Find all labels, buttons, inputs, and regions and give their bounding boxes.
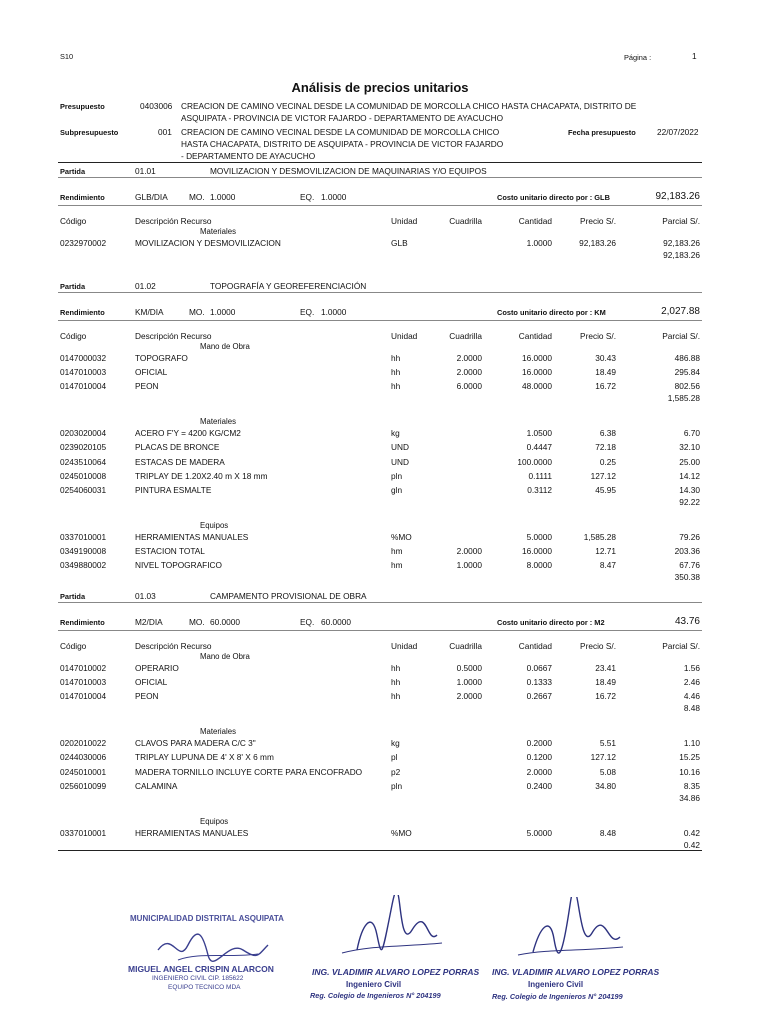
row-parcial: 92,183.26 <box>663 238 700 248</box>
col-codigo: Código <box>60 216 87 226</box>
col-descripcion: Descripción Recurso <box>135 331 212 341</box>
signature-1-line1: MUNICIPALIDAD DISTRITAL ASQUIPATA <box>130 914 284 923</box>
row-cantidad: 0.0667 <box>526 663 552 673</box>
row-unit: hh <box>391 677 401 688</box>
report-code: S10 <box>60 52 74 61</box>
mo-value: 1.0000 <box>210 192 236 202</box>
col-parcial: Parcial S/. <box>662 216 700 226</box>
row-parcial: 79.26 <box>679 531 700 542</box>
row-unit: gln <box>391 484 403 495</box>
page-title: Análisis de precios unitarios <box>291 80 469 95</box>
row-code: 0147010004 <box>60 691 107 702</box>
row-code: 0147000032 <box>60 353 107 363</box>
row-precio: 18.49 <box>595 677 616 688</box>
row-description: MOVILIZACION Y DESMOVILIZACION <box>135 238 281 248</box>
signature-block-2 <box>302 895 480 1005</box>
presupuesto-desc-2: ASQUIPATA - PROVINCIA DE VICTOR FAJARDO - DEPARTAMENTO DE AYACUCHO <box>181 113 504 123</box>
group-heading: Materiales <box>200 727 236 737</box>
mo-label: MO. <box>189 617 205 627</box>
col-codigo: Código <box>60 641 87 651</box>
partida-name: MOVILIZACION Y DESMOVILIZACION DE MAQUINARIAS Y/O EQUIPOS <box>210 166 487 176</box>
row-unit: %MO <box>391 531 412 542</box>
row-description: HERRAMIENTAS MANUALES <box>135 531 249 542</box>
row-unit: hh <box>391 381 401 392</box>
row-description: PLACAS DE BRONCE <box>135 442 220 453</box>
header-divider <box>58 162 702 163</box>
row-code: 0243510064 <box>60 456 107 467</box>
row-description: PEON <box>135 381 159 392</box>
rendimiento-label: Rendimiento <box>60 193 105 202</box>
row-code: 0232970002 <box>60 238 107 248</box>
group-heading: Mano de Obra <box>200 652 250 661</box>
costo-value: 2,027.88 <box>661 306 700 317</box>
row-cantidad: 0.2400 <box>526 780 552 791</box>
partida-name: TOPOGRAFÍA Y GEOREFERENCIACIÓN <box>210 281 367 291</box>
presupuesto-label: Presupuesto <box>60 102 105 111</box>
partida-divider <box>58 177 702 178</box>
partida-code: 01.03 <box>135 591 156 601</box>
row-parcial: 8.35 <box>683 780 700 791</box>
row-precio: 8.47 <box>599 560 616 570</box>
costo-label: Costo unitario directo por : KM <box>497 308 606 317</box>
row-cuadrilla: 1.0000 <box>456 560 482 570</box>
subpresupuesto-code: 001 <box>158 127 172 137</box>
mo-value: 60.0000 <box>210 617 240 627</box>
row-code: 0349190008 <box>60 545 107 556</box>
partida-name: CAMPAMENTO PROVISIONAL DE OBRA <box>210 591 367 601</box>
row-precio: 5.08 <box>599 766 616 777</box>
row-cantidad: 5.0000 <box>526 827 552 838</box>
signature-2-line3: Reg. Colegio de Ingenieros N° 204199 <box>310 991 441 1000</box>
row-code: 0239020105 <box>60 442 107 453</box>
row-code: 0203020004 <box>60 428 107 439</box>
row-cantidad: 0.4447 <box>526 442 552 453</box>
row-cantidad: 0.1200 <box>526 752 552 763</box>
row-precio: 12.71 <box>595 545 616 556</box>
row-parcial: 25.00 <box>679 456 700 467</box>
row-cuadrilla: 2.0000 <box>456 367 482 378</box>
row-code: 0147010003 <box>60 677 107 688</box>
row-parcial: 1.10 <box>683 738 700 749</box>
row-parcial: 802.56 <box>674 381 700 392</box>
signature-1-line3: INGENIERO CIVIL CIP. 185622 <box>152 975 244 982</box>
row-description: TRIPLAY DE 1.20X2.40 m X 18 mm <box>135 470 268 481</box>
group-heading: Equipos <box>200 816 229 826</box>
row-parcial: 4.46 <box>683 691 700 702</box>
eq-label: EQ. <box>300 192 315 202</box>
subpresupuesto-desc-2: HASTA CHACAPATA, DISTRITO DE ASQUIPATA - PROVINCIA DE VICTOR FAJARDO <box>181 139 504 149</box>
row-precio: 30.43 <box>595 353 616 363</box>
col-parcial: Parcial S/. <box>662 641 700 651</box>
row-unit: hh <box>391 691 401 702</box>
page-number: 1 <box>692 51 697 61</box>
partida-label: Partida <box>60 167 86 176</box>
rendimiento-divider <box>58 320 702 321</box>
row-unit: hh <box>391 353 401 363</box>
group-subtotal: 8.48 <box>683 703 700 714</box>
signature-2-icon <box>302 895 472 965</box>
col-cuadrilla: Cuadrilla <box>449 641 482 651</box>
partida-label: Partida <box>60 592 86 601</box>
row-code: 0147010004 <box>60 381 107 392</box>
row-parcial: 6.70 <box>683 428 700 439</box>
row-description: PINTURA ESMALTE <box>135 484 212 495</box>
row-cantidad: 16.0000 <box>522 367 552 378</box>
row-cuadrilla: 6.0000 <box>456 381 482 392</box>
row-code: 0147010002 <box>60 663 107 673</box>
row-cuadrilla: 1.0000 <box>456 677 482 688</box>
row-precio: 0.25 <box>599 456 616 467</box>
row-code: 0337010001 <box>60 827 107 838</box>
eq-value: 1.0000 <box>321 307 347 317</box>
signature-3-line3: Reg. Colegio de Ingenieros N° 204199 <box>492 992 623 1001</box>
col-unidad: Unidad <box>391 331 418 341</box>
row-unit: GLB <box>391 238 408 248</box>
mo-value: 1.0000 <box>210 307 236 317</box>
row-code: 0337010001 <box>60 531 107 542</box>
signature-2-line2: Ingeniero Civil <box>346 980 402 989</box>
rendimiento-divider <box>58 205 702 206</box>
partida-divider <box>58 602 702 603</box>
row-unit: UND <box>391 456 409 467</box>
row-code: 0244030006 <box>60 752 107 763</box>
row-description: MADERA TORNILLO INCLUYE CORTE PARA ENCOFRADO <box>135 766 363 777</box>
row-cuadrilla: 2.0000 <box>456 545 482 556</box>
row-precio: 1,585.28 <box>583 531 616 542</box>
row-parcial: 67.76 <box>679 560 700 570</box>
signature-block-3 <box>488 897 658 1007</box>
row-parcial: 295.84 <box>674 367 700 378</box>
col-unidad: Unidad <box>391 641 418 651</box>
presupuesto-code: 0403006 <box>140 101 173 111</box>
signature-3-icon <box>488 897 658 967</box>
rendimiento-label: Rendimiento <box>60 308 105 317</box>
signature-1-line4: EQUIPO TECNICO MDA <box>168 984 241 991</box>
signature-2-line1: ING. VLADIMIR ALVARO LOPEZ PORRAS <box>312 967 480 977</box>
row-cantidad: 2.0000 <box>526 766 552 777</box>
partida-divider <box>58 292 702 293</box>
row-code: 0349880002 <box>60 560 107 570</box>
subpresupuesto-label: Subpresupuesto <box>60 128 119 137</box>
row-parcial: 14.12 <box>679 470 700 481</box>
row-cantidad: 0.1333 <box>526 677 552 688</box>
subpresupuesto-desc-3: - DEPARTAMENTO DE AYACUCHO <box>181 151 316 161</box>
col-parcial: Parcial S/. <box>662 331 700 341</box>
rendimiento-label: Rendimiento <box>60 618 105 627</box>
page-bottom-divider <box>58 850 702 851</box>
row-cantidad: 5.0000 <box>526 531 552 542</box>
row-parcial: 32.10 <box>679 442 700 453</box>
group-subtotal: 34.86 <box>679 792 700 803</box>
subpresupuesto-desc-1: CREACION DE CAMINO VECINAL DESDE LA COMUNIDAD DE MORCOLLA CHICO <box>181 127 500 137</box>
group-heading: Materiales <box>200 417 236 427</box>
costo-label: Costo unitario directo por : M2 <box>497 618 605 627</box>
row-precio: 45.95 <box>595 484 616 495</box>
group-heading: Materiales <box>200 227 236 236</box>
row-cantidad: 1.0500 <box>526 428 552 439</box>
row-unit: pln <box>391 470 403 481</box>
mo-label: MO. <box>189 307 205 317</box>
row-cantidad: 16.0000 <box>522 545 552 556</box>
row-cantidad: 100.0000 <box>517 456 552 467</box>
row-precio: 34.80 <box>595 780 616 791</box>
row-cantidad: 16.0000 <box>522 353 552 363</box>
row-cantidad: 0.2000 <box>526 738 552 749</box>
row-precio: 92,183.26 <box>579 238 616 248</box>
row-precio: 127.12 <box>590 470 616 481</box>
col-cantidad: Cantidad <box>518 641 552 651</box>
row-parcial: 203.36 <box>674 545 700 556</box>
row-unit: hm <box>391 545 403 556</box>
row-description: OFICIAL <box>135 367 168 378</box>
row-parcial: 2.46 <box>683 677 700 688</box>
row-cuadrilla: 0.5000 <box>456 663 482 673</box>
row-cantidad: 0.2667 <box>526 691 552 702</box>
row-description: NIVEL TOPOGRAFICO <box>135 560 222 570</box>
row-code: 0147010003 <box>60 367 107 378</box>
col-precio: Precio S/. <box>580 331 616 341</box>
col-descripcion: Descripción Recurso <box>135 216 212 226</box>
rendimiento-unit: KM/DIA <box>135 307 164 317</box>
row-cantidad: 1.0000 <box>526 238 552 248</box>
signature-block-1 <box>118 910 298 1000</box>
costo-value: 43.76 <box>674 616 700 627</box>
row-description: CLAVOS PARA MADERA C/C 3" <box>135 738 256 749</box>
row-code: 0245010008 <box>60 470 107 481</box>
group-heading: Equipos <box>200 520 229 530</box>
row-unit: pl <box>391 752 398 763</box>
costo-label: Costo unitario directo por : GLB <box>497 193 610 202</box>
row-unit: %MO <box>391 827 412 838</box>
mo-label: MO. <box>189 192 205 202</box>
col-cuadrilla: Cuadrilla <box>449 216 482 226</box>
row-precio: 18.49 <box>595 367 616 378</box>
row-cuadrilla: 2.0000 <box>456 691 482 702</box>
eq-value: 60.0000 <box>321 617 351 627</box>
row-description: HERRAMIENTAS MANUALES <box>135 827 249 838</box>
row-precio: 72.18 <box>595 442 616 453</box>
row-unit: hh <box>391 663 401 673</box>
row-description: PEON <box>135 691 159 702</box>
row-precio: 23.41 <box>595 663 616 673</box>
row-parcial: 1.56 <box>683 663 700 673</box>
row-unit: hh <box>391 367 401 378</box>
group-subtotal: 0.42 <box>683 839 700 850</box>
row-cuadrilla: 2.0000 <box>456 353 482 363</box>
col-codigo: Código <box>60 331 87 341</box>
group-subtotal: 350.38 <box>674 572 700 583</box>
rendimiento-unit: GLB/DIA <box>135 192 168 202</box>
row-unit: UND <box>391 442 409 453</box>
signature-1-line2: MIGUEL ANGEL CRISPIN ALARCON <box>128 964 274 974</box>
group-subtotal: 92.22 <box>679 496 700 507</box>
partida-code: 01.01 <box>135 166 156 176</box>
row-description: ESTACAS DE MADERA <box>135 456 225 467</box>
page-label: Página : <box>624 53 652 62</box>
row-code: 0202010022 <box>60 738 107 749</box>
row-code: 0256010099 <box>60 780 107 791</box>
col-cuadrilla: Cuadrilla <box>449 331 482 341</box>
row-parcial: 10.16 <box>679 766 700 777</box>
row-unit: p2 <box>391 766 401 777</box>
group-subtotal: 92,183.26 <box>663 250 700 261</box>
rendimiento-unit: M2/DIA <box>135 617 163 627</box>
row-unit: hm <box>391 560 403 570</box>
col-cantidad: Cantidad <box>518 216 552 226</box>
row-precio: 5.51 <box>599 738 616 749</box>
row-description: ESTACION TOTAL <box>135 545 205 556</box>
eq-label: EQ. <box>300 617 315 627</box>
signature-3-line2: Ingeniero Civil <box>528 980 584 989</box>
group-subtotal: 1,585.28 <box>667 393 700 404</box>
group-heading: Mano de Obra <box>200 342 250 351</box>
row-parcial: 486.88 <box>674 353 700 363</box>
costo-value: 92,183.26 <box>655 191 700 202</box>
row-parcial: 0.42 <box>683 827 700 838</box>
row-description: TRIPLAY LUPUNA DE 4' X 8' X 6 mm <box>135 752 274 763</box>
row-cantidad: 0.1111 <box>528 470 552 481</box>
row-cantidad: 0.3112 <box>527 484 552 495</box>
col-cantidad: Cantidad <box>518 331 552 341</box>
row-description: OFICIAL <box>135 677 168 688</box>
fecha-label: Fecha presupuesto <box>568 128 636 137</box>
rendimiento-divider <box>58 630 702 631</box>
fecha-value: 22/07/2022 <box>657 127 699 137</box>
row-description: OPERARIO <box>135 663 179 673</box>
row-description: TOPOGRAFO <box>135 353 188 363</box>
row-cantidad: 48.0000 <box>522 381 552 392</box>
row-precio: 127.12 <box>590 752 616 763</box>
eq-value: 1.0000 <box>321 192 347 202</box>
col-descripcion: Descripción Recurso <box>135 641 212 651</box>
row-parcial: 14.30 <box>679 484 700 495</box>
row-unit: kg <box>391 428 400 439</box>
row-code: 0245010001 <box>60 766 107 777</box>
partida-label: Partida <box>60 282 86 291</box>
col-precio: Precio S/. <box>580 216 616 226</box>
partida-code: 01.02 <box>135 281 156 291</box>
row-precio: 8.48 <box>599 827 616 838</box>
row-unit: pln <box>391 780 403 791</box>
row-code: 0254060031 <box>60 484 107 495</box>
presupuesto-desc-1: CREACION DE CAMINO VECINAL DESDE LA COMUNIDAD DE MORCOLLA CHICO HASTA CHACAPATA, DISTRITO DE <box>181 101 637 111</box>
col-unidad: Unidad <box>391 216 418 226</box>
row-cantidad: 8.0000 <box>526 560 552 570</box>
row-precio: 16.72 <box>595 691 616 702</box>
row-parcial: 15.25 <box>679 752 700 763</box>
signature-3-line1: ING. VLADIMIR ALVARO LOPEZ PORRAS <box>492 967 660 977</box>
row-precio: 6.38 <box>599 428 616 439</box>
eq-label: EQ. <box>300 307 315 317</box>
row-precio: 16.72 <box>595 381 616 392</box>
col-precio: Precio S/. <box>580 641 616 651</box>
row-description: CALAMINA <box>135 780 178 791</box>
row-description: ACERO F'Y = 4200 KG/CM2 <box>135 428 241 439</box>
row-unit: kg <box>391 738 400 749</box>
